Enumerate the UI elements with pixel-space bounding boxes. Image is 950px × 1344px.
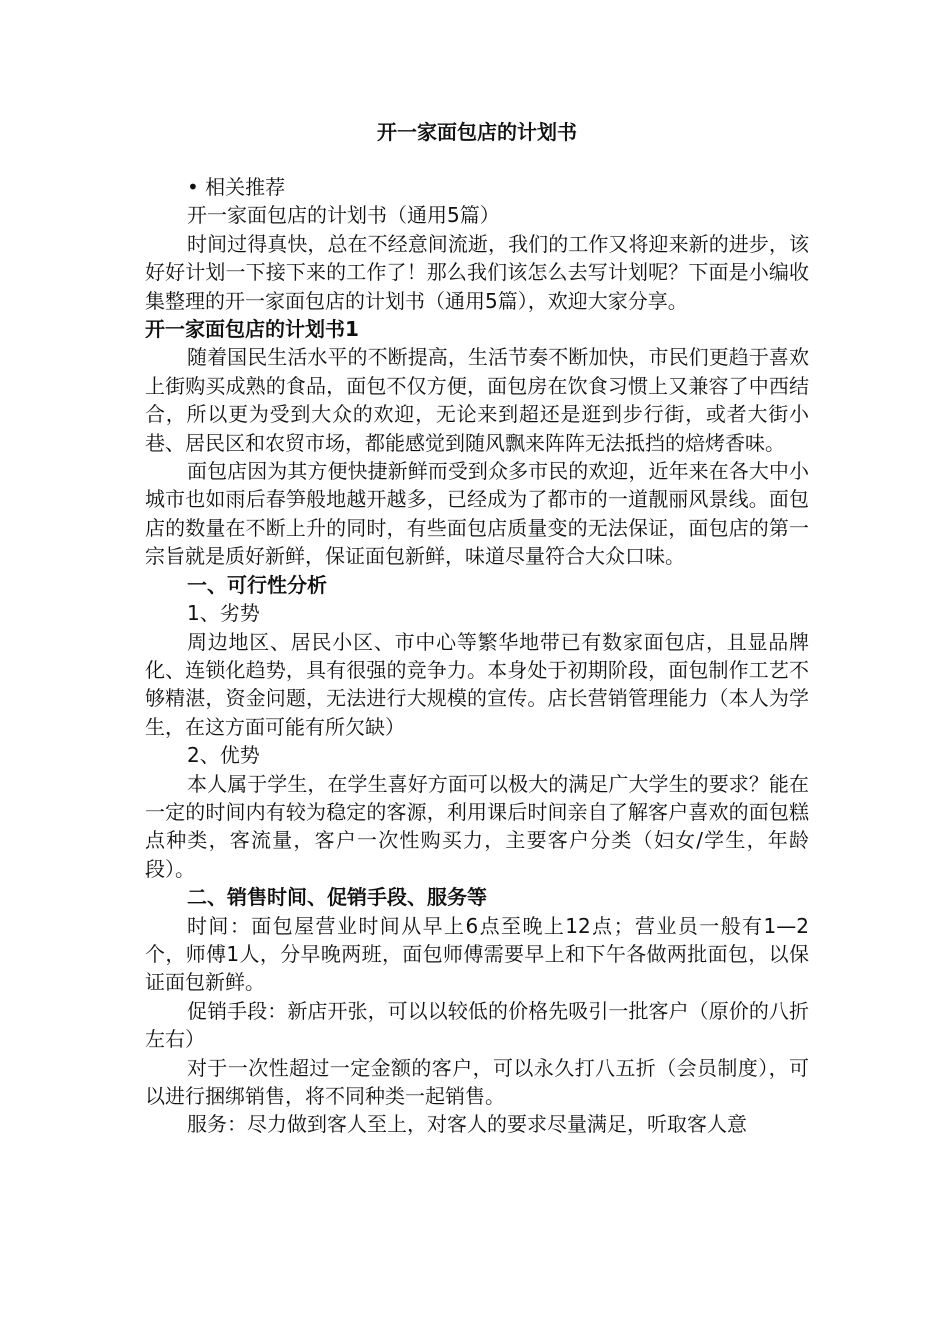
subheading-weakness: 1、劣势 — [187, 601, 260, 626]
body-paragraph: 周边地区、居民小区、市中心等繁华地带已有数家面包店，且显品牌化、连锁化趋势，具有很强的竞争力。本身处于初期阶段，面包制作工艺不够精湛，资金问题，无法进行大规模的宣传。店长营销管理能力（本人为学生，在这方面可能有所欠缺） — [145, 629, 809, 739]
section-heading-plan-1: 开一家面包店的计划书1 — [145, 317, 359, 342]
body-paragraph: 随着国民生活水平的不断提高，生活节奏不断加快，市民们更趋于喜欢上街购买成熟的食品，面包不仅方便，面包房在饮食习惯上又兼容了中西结合，所以更为受到大众的欢迎，无论来到超还是逛到步行街，或者大街小巷、居民区和农贸市场，都能感觉到随风飘来阵阵无法抵挡的焙烤香味。 — [145, 345, 809, 455]
document-title: 开一家面包店的计划书 — [377, 120, 577, 144]
document-page — [145, 118, 809, 1139]
body-paragraph: 对于一次性超过一定金额的客户，可以永久打八五折（会员制度），可以进行捆绑销售，将不同种类一起销售。 — [145, 1055, 809, 1108]
body-paragraph: 时间：面包屋营业时间从早上6点至晚上12点；营业员一般有1—2个，师傅1人，分早晚两班，面包师傅需要早上和下午各做两批面包，以保证面包新鲜。 — [145, 913, 809, 995]
heading-sales: 二、销售时间、促销手段、服务等 — [187, 885, 487, 910]
subheading-strength: 2、优势 — [187, 743, 260, 768]
subtitle-line: 开一家面包店的计划书（通用5篇） — [187, 203, 500, 228]
body-paragraph: 本人属于学生，在学生喜好方面可以极大的满足广大学生的要求？能在一定的时间内有较为稳定的客源，利用课后时间亲自了解客户喜欢的面包糕点种类，客流量，客户一次性购买力，主要客户分类（妇女/学生，年龄段）。 — [145, 771, 809, 881]
intro-paragraph: 时间过得真快，总在不经意间流逝，我们的工作又将迎来新的进步，该好好计划一下接下来的工作了！那么我们该怎么去写计划呢？下面是小编收集整理的开一家面包店的计划书（通用5篇），欢迎大家分享。 — [145, 231, 809, 313]
body-paragraph: 促销手段：新店开张，可以以较低的价格先吸引一批客户（原价的八折左右） — [145, 998, 809, 1052]
body-paragraph: 面包店因为其方便快捷新鲜而受到众多市民的欢迎，近年来在各大中小城市也如雨后春笋般地越开越多，已经成为了都市的一道靓丽风景线。面包店的数量在不断上升的同时，有些面包店质量变的无法保证，面包店的第一宗旨就是质好新鲜，保证面包新鲜，味道尽量符合大众口味。 — [145, 459, 809, 569]
body-paragraph: 服务：尽力做到客人至上，对客人的要求尽量满足，听取客人意 — [187, 1112, 747, 1137]
heading-feasibility: 一、可行性分析 — [187, 572, 327, 597]
document-body — [145, 173, 809, 1139]
related-recommend[interactable]: • 相关推荐 — [187, 175, 286, 199]
